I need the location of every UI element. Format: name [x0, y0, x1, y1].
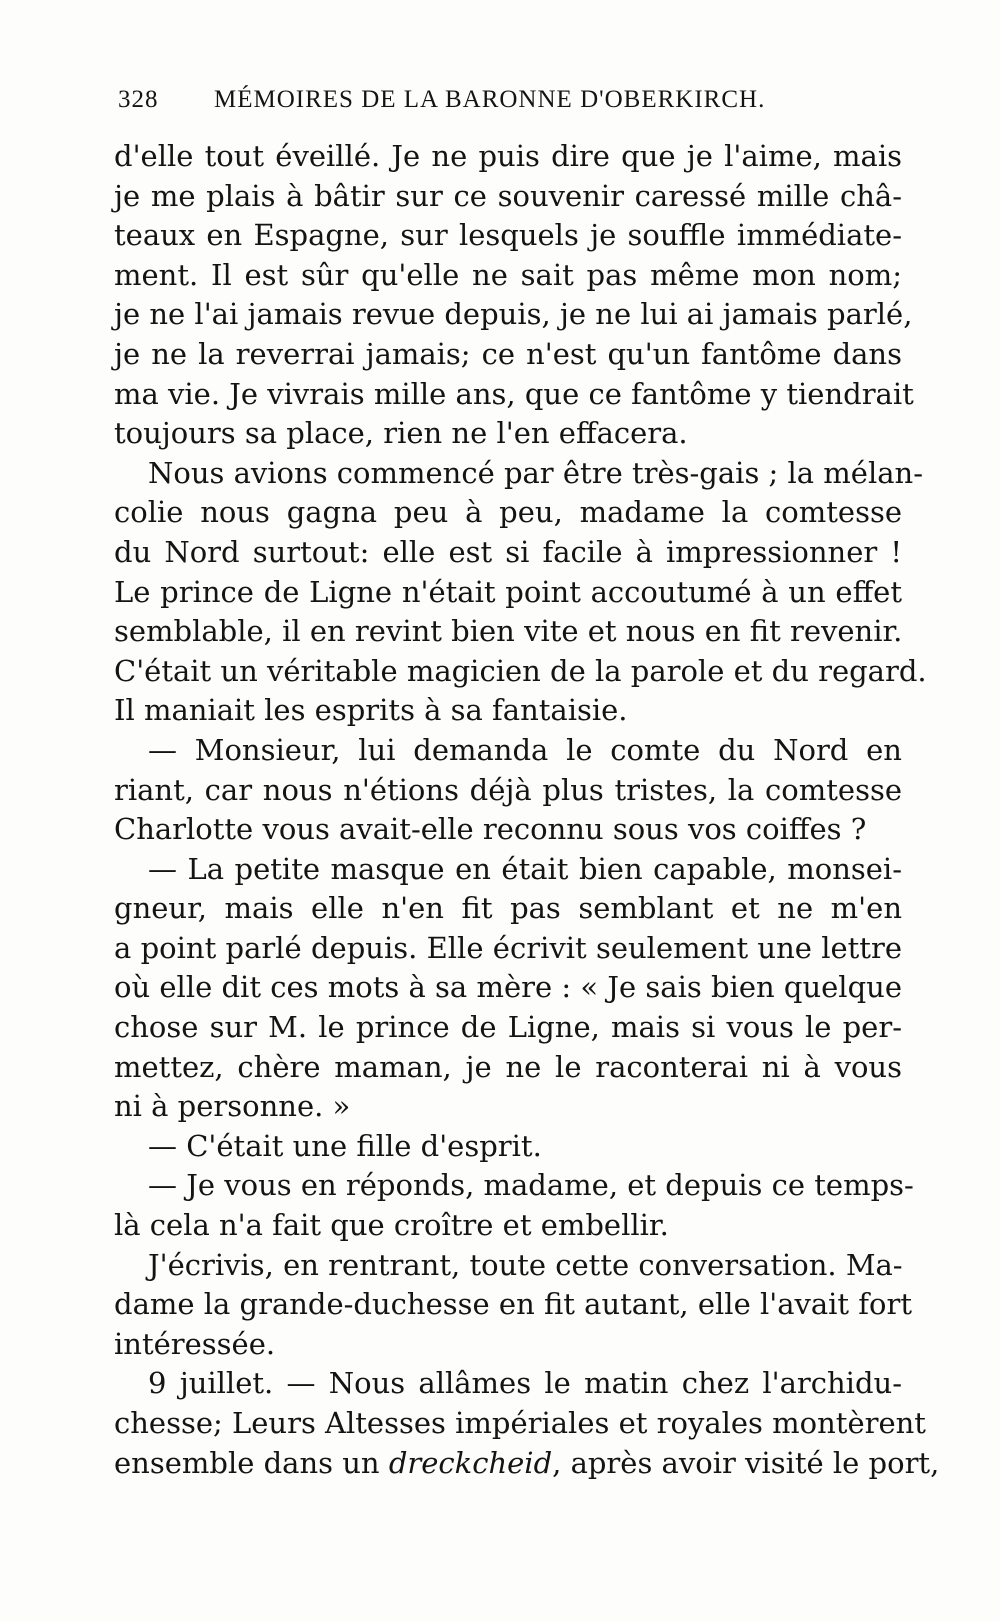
- text-line: d'elle tout éveillé. Je ne puis dire que je l'aime, mais: [114, 139, 902, 173]
- text-line: où elle dit ces mots à sa mère : « Je sais bien quelque: [114, 970, 902, 1005]
- text-line: je me plais à bâtir sur ce souvenir caressé mille châ-: [114, 178, 902, 213]
- text-line: — Je vous en réponds, madame, et depuis ce temps-: [148, 1168, 914, 1203]
- text-line: Charlotte vous avait-elle reconnu sous vos coiffes ?: [114, 812, 867, 847]
- text-line: — C'était une fille d'esprit.: [148, 1128, 542, 1163]
- text-line: dame la grande-duchesse en fit autant, elle l'avait fort: [114, 1287, 913, 1322]
- page-number: 328: [118, 86, 159, 113]
- text-line: intéressée.: [114, 1326, 276, 1361]
- text-line: gneur, mais elle n'en fit pas semblant et ne m'en: [114, 891, 902, 926]
- text-line: Il maniait les esprits à sa fantaisie.: [114, 693, 628, 728]
- text-line: je ne l'ai jamais revue depuis, je ne lui ai jamais parlé,: [114, 297, 913, 332]
- text-line: Le prince de Ligne n'était point accoutumé à un effet: [114, 574, 902, 609]
- text-line: 9 juillet. — Nous allâmes le matin chez l'archidu-: [148, 1366, 902, 1401]
- italic-word: dreckcheid: [388, 1445, 553, 1480]
- text-line: ensemble dans un dreckcheid, après avoir visité le port,: [114, 1445, 940, 1480]
- text-line: ment. Il est sûr qu'elle ne sait pas même mon nom;: [114, 257, 902, 292]
- text-line: colie nous gagna peu à peu, madame la comtesse: [114, 495, 902, 530]
- text-line: je ne la reverrai jamais; ce n'est qu'un fantôme dans: [114, 336, 902, 371]
- text-line: du Nord surtout: elle est si facile à impressionner !: [114, 534, 902, 569]
- text-line: — La petite masque en était bien capable, monsei-: [148, 851, 902, 886]
- text-line: J'écrivis, en rentrant, toute cette conversation. Ma-: [148, 1247, 903, 1282]
- text-line: — Monsieur, lui demanda le comte du Nord en: [148, 732, 902, 767]
- text-line: a point parlé depuis. Elle écrivit seulement une lettre: [114, 930, 902, 965]
- running-header: [118, 86, 808, 114]
- text-line: chose sur M. le prince de Ligne, mais si vous le per-: [114, 1010, 902, 1045]
- text-line: riant, car nous n'étions déjà plus tristes, la comtesse: [114, 772, 902, 807]
- text-line: mettez, chère maman, je ne le raconterai ni à vous: [114, 1049, 902, 1084]
- text-line: Nous avions commencé par être très-gais ; la mélan-: [148, 455, 924, 490]
- text-line: C'était un véritable magicien de la parole et du regard.: [114, 653, 927, 688]
- text-line: semblable, il en revint bien vite et nous en fit revenir.: [114, 614, 903, 649]
- text-line: toujours sa place, rien ne l'en effacera.: [114, 416, 688, 451]
- running-title: MÉMOIRES DE LA BARONNE D'OBERKIRCH.: [214, 86, 766, 113]
- text-line: chesse; Leurs Altesses impériales et royales montèrent: [114, 1406, 926, 1440]
- body-text: [114, 137, 940, 1483]
- text-line: teaux en Espagne, sur lesquels je souffle immédiate-: [114, 218, 902, 253]
- text-line: là cela n'a fait que croître et embellir.: [114, 1208, 669, 1243]
- text-line: ma vie. Je vivrais mille ans, que ce fantôme y tiendrait: [114, 376, 914, 411]
- text-line: ni à personne. »: [114, 1089, 351, 1124]
